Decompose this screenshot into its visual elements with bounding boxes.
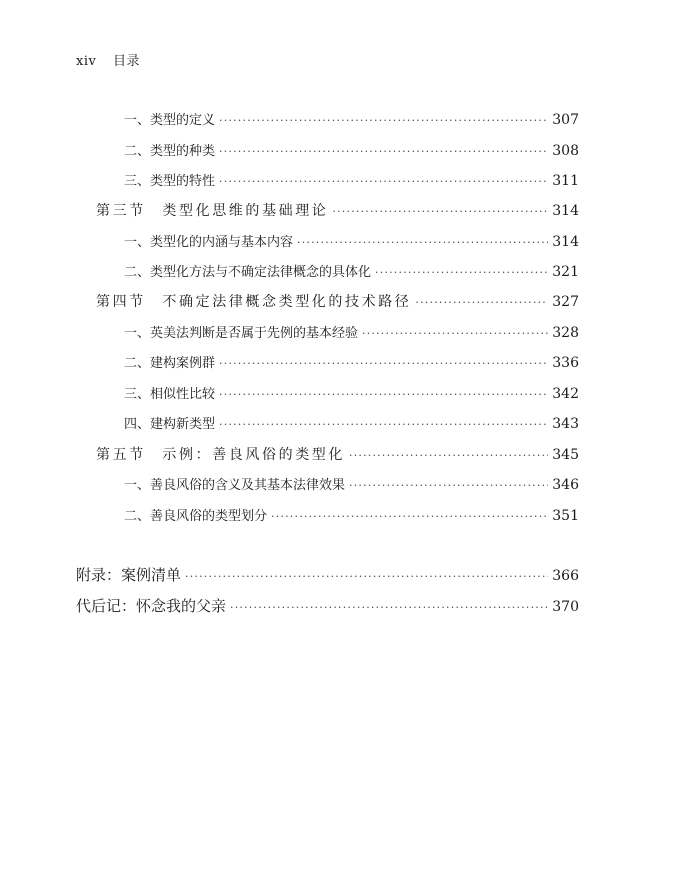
- toc-entry[interactable]: [124, 383, 579, 402]
- toc-entry-page: 308: [552, 143, 579, 159]
- toc-entry-title: 第三节 类型化思维的基础理论: [96, 203, 329, 219]
- dot-leader: [415, 296, 548, 309]
- toc-entry-title: 一、类型的定义: [124, 113, 216, 128]
- toc-entry-page: 311: [552, 173, 579, 189]
- dot-leader: [297, 236, 548, 249]
- dot-leader: [375, 266, 548, 279]
- running-title: 目录: [112, 54, 140, 69]
- toc-entry-title: 二、类型化方法与不确定法律概念的具体化: [124, 265, 372, 280]
- dot-leader: [349, 449, 548, 462]
- toc-entry-page: 366: [552, 568, 579, 584]
- toc-entry[interactable]: [124, 140, 579, 159]
- toc-appendix-entry[interactable]: [76, 564, 579, 585]
- toc-section-entry[interactable]: [96, 444, 579, 464]
- toc-entry-title: 二、类型的种类: [124, 144, 216, 159]
- toc-entry-title: 附录：案例清单: [76, 566, 182, 584]
- toc-entry-title: 二、建构案例群: [124, 356, 216, 371]
- toc-entry-page: 327: [552, 294, 579, 310]
- toc-entry-title: 一、英美法判断是否属于先例的基本经验: [124, 326, 359, 341]
- dot-leader: [219, 175, 548, 188]
- toc-entry[interactable]: [124, 109, 579, 128]
- toc-entry-page: 314: [552, 234, 579, 250]
- page-number: xiv: [76, 54, 97, 69]
- toc-entry-title: 三、相似性比较: [124, 387, 216, 402]
- toc-entry-title: 一、类型化的内涵与基本内容: [124, 235, 294, 250]
- toc-entry-page: 328: [552, 325, 579, 341]
- toc-entry-page: 307: [552, 112, 579, 128]
- toc-entry-page: 343: [552, 416, 579, 432]
- toc-section-entry[interactable]: [96, 200, 579, 220]
- toc-entry[interactable]: [124, 474, 579, 493]
- toc-entry-title: 四、建构新类型: [124, 417, 216, 432]
- toc-entry[interactable]: [124, 322, 579, 341]
- toc-entry-page: 342: [552, 386, 579, 402]
- toc-entry-title: 第五节 示例：善良风俗的类型化: [96, 447, 345, 463]
- toc-entry-page: 314: [552, 203, 579, 219]
- dot-leader: [332, 205, 548, 218]
- toc-entry-page: 370: [552, 599, 579, 615]
- toc-entry[interactable]: [124, 261, 579, 280]
- toc-entry-page: 351: [552, 508, 579, 524]
- dot-leader: [185, 570, 548, 583]
- toc-section-entry[interactable]: [96, 291, 579, 311]
- toc-entry-page: 321: [552, 264, 579, 280]
- dot-leader: [219, 145, 548, 158]
- toc-entry[interactable]: [124, 505, 579, 524]
- running-header: [76, 50, 140, 69]
- toc-entry[interactable]: [124, 413, 579, 432]
- toc-entry-page: 336: [552, 355, 579, 371]
- dot-leader: [219, 114, 548, 127]
- toc-entry-title: 二、善良风俗的类型划分: [124, 509, 268, 524]
- dot-leader: [219, 418, 548, 431]
- toc-entry[interactable]: [124, 231, 579, 250]
- dot-leader: [230, 601, 548, 614]
- toc-entry-title: 一、善良风俗的含义及其基本法律效果: [124, 478, 346, 493]
- dot-leader: [349, 479, 548, 492]
- dot-leader: [219, 388, 548, 401]
- toc-entry-title: 代后记：怀念我的父亲: [76, 597, 227, 615]
- toc-entry-page: 346: [552, 477, 579, 493]
- toc-entry[interactable]: [124, 170, 579, 189]
- dot-leader: [362, 327, 548, 340]
- toc-appendix-entry[interactable]: [76, 595, 579, 616]
- toc-entry-title: 三、类型的特性: [124, 174, 216, 189]
- toc-entry-title: 第四节 不确定法律概念类型化的技术路径: [96, 294, 412, 310]
- dot-leader: [271, 510, 548, 523]
- dot-leader: [219, 357, 548, 370]
- toc-entry[interactable]: [124, 352, 579, 371]
- toc-entry-page: 345: [552, 447, 579, 463]
